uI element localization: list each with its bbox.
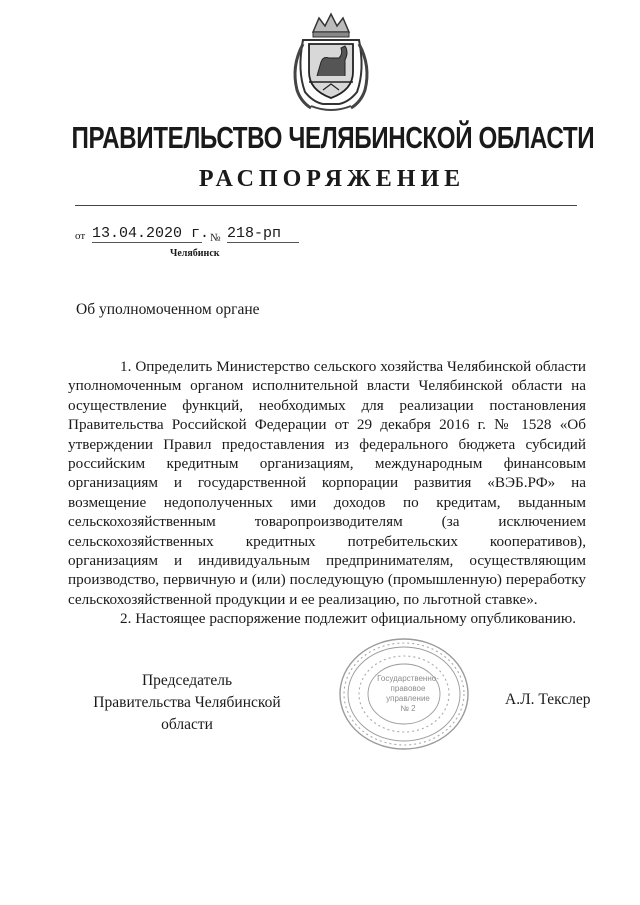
seal-line-3: управление xyxy=(386,694,430,703)
document-body xyxy=(68,357,586,629)
document-number-field xyxy=(227,225,299,243)
number-prefix: № xyxy=(210,232,221,244)
signatory-position-line1: Председатель xyxy=(141,672,233,689)
paragraph-2: 2. Настоящее распоряжение подлежит официальному опубликованию. xyxy=(120,610,577,628)
document-date: 13.04.2020 г. xyxy=(92,225,210,242)
issue-city: Челябинск xyxy=(170,248,220,259)
header-divider xyxy=(75,205,577,206)
seal-line-4: № 2 xyxy=(400,704,416,713)
signatory-position-line2: Правительства Челябинской области xyxy=(93,694,281,733)
signatory-name: А.Л. Текслер xyxy=(505,691,591,708)
seal-line-2: правовое xyxy=(390,684,426,693)
chelyabinsk-coat-of-arms-icon xyxy=(283,10,379,114)
government-title: ПРАВИТЕЛЬСТВО ЧЕЛЯБИНСКОЙ ОБЛАСТИ xyxy=(71,120,595,155)
official-seal-stamp xyxy=(336,635,472,753)
seal-line-1: Государственно- xyxy=(377,674,439,683)
document-date-field xyxy=(92,225,210,243)
document-number: 218-рп xyxy=(227,225,299,243)
document-subject: Об уполномоченном органе xyxy=(76,301,260,318)
document-type-heading: РАСПОРЯЖЕНИЕ xyxy=(198,166,466,192)
signatory-position xyxy=(67,670,307,736)
date-prefix: от xyxy=(75,230,86,242)
paragraph-1: 1. Определить Министерство сельского хозяйства Челябинской области уполномоченным органом исполнительной власти Челябинской области на осуществление функций, необходимых для реализации постановления Правительства Российской Федерации от 29 декабря 2016 г. № 1528 «Об утверждении Правил предоставления из федерального бюджета субсидий российским кредитным организациям, международным финансовым организациям и государственной корпорации развития «ВЭБ.РФ» на возмещение недополученных ими доходов по кредитам, выданным сельскохозяйственным товаропроизводителям (за исключением сельскохозяйственных кредитных потребительских кооперативов), организациям и индивидуальным предпринимателям, осуществляющим производство, первичную и (или) последующую (промышленную) переработку сельскохозяйственной продукции и ее реализацию, по льготной ставке». xyxy=(68,358,586,608)
